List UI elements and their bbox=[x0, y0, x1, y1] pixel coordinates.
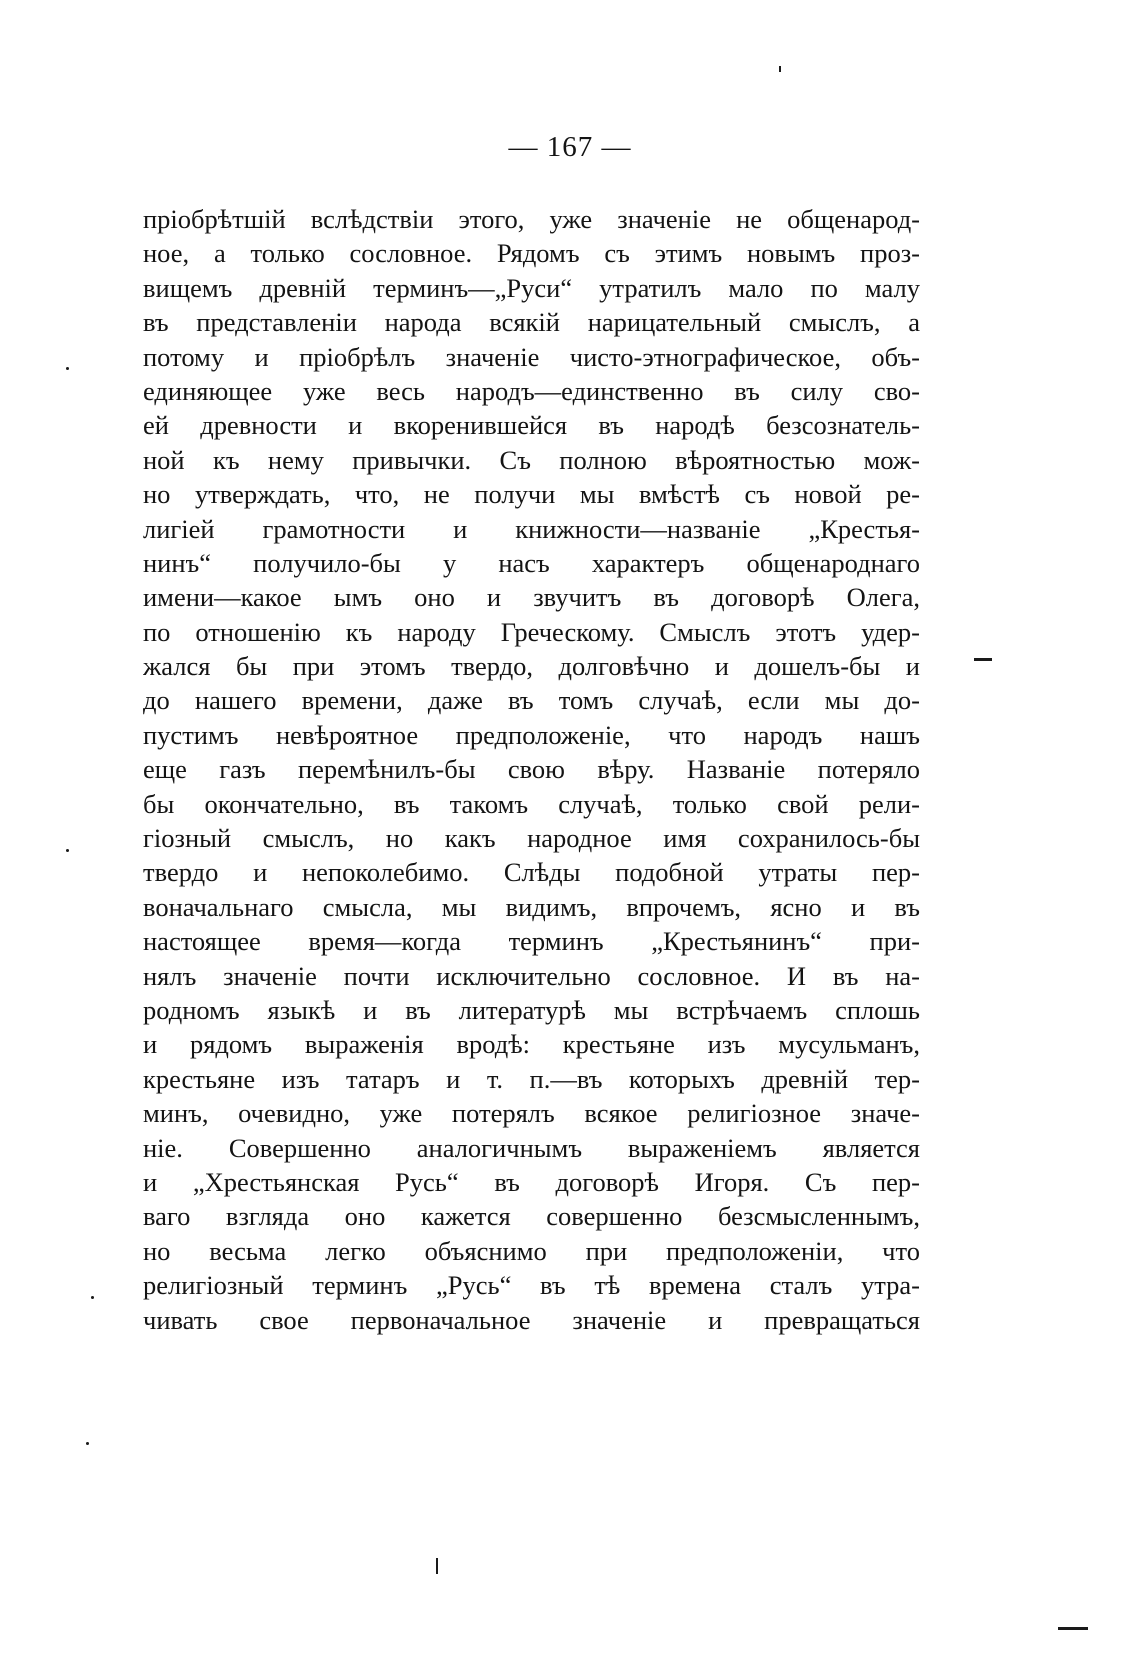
scan-speck bbox=[436, 1558, 438, 1574]
scan-speck bbox=[86, 1442, 89, 1445]
text-line: ей древности и вкоренившейся въ народѣ безсознатель- bbox=[143, 410, 920, 441]
text-line: минъ, очевидно, уже потерялъ всякое религіозное значе- bbox=[143, 1098, 920, 1129]
text-line: до нашего времени, даже въ томъ случаѣ, если мы до- bbox=[143, 685, 920, 716]
text-line: вищемъ древній терминъ—„Руси“ утратилъ мало по малу bbox=[143, 272, 920, 303]
scan-speck bbox=[91, 1296, 94, 1299]
text-line: и „Хрестьянская Русь“ въ договорѣ Игоря. Съ пер- bbox=[143, 1166, 920, 1197]
scan-speck bbox=[66, 367, 69, 370]
text-line: по отношенію къ народу Греческому. Смыслъ этотъ удер- bbox=[143, 616, 920, 647]
text-line: религіозный терминъ „Русь“ въ тѣ времена сталъ утра- bbox=[143, 1270, 920, 1301]
page-number: — 167 — bbox=[508, 131, 632, 163]
text-line: жался бы при этомъ твердо, долговѣчно и дошелъ-бы и bbox=[143, 651, 920, 682]
scan-speck bbox=[779, 66, 781, 72]
text-line: воначальнаго смысла, мы видимъ, впрочемъ, ясно и въ bbox=[143, 891, 920, 922]
text-line: имени—какое ымъ оно и звучитъ въ договорѣ Олега, bbox=[143, 582, 920, 613]
text-line: и рядомъ выраженія вродѣ: крестьяне изъ мусульманъ, bbox=[143, 1029, 920, 1060]
text-line: бы окончательно, въ такомъ случаѣ, только свой рели- bbox=[143, 788, 920, 819]
text-line: гіозный смыслъ, но какъ народное имя сохранилось-бы bbox=[143, 823, 920, 854]
text-line: въ представленіи народа всякій нарицательный смыслъ, а bbox=[143, 307, 920, 338]
text-line: единяющее уже весь народъ—единственно въ силу сво- bbox=[143, 375, 920, 406]
text-line: пріобрѣтшій вслѣдствіи этого, уже значеніе не общенарод- bbox=[143, 204, 920, 234]
scan-speck bbox=[974, 658, 992, 661]
text-line: но утверждать, что, не получи мы вмѣстѣ съ новой ре- bbox=[143, 479, 920, 510]
text-line: нялъ значеніе почти исключительно сословное. И въ на- bbox=[143, 960, 920, 991]
text-line: лигіей грамотности и книжности—названіе „Крестья- bbox=[143, 513, 920, 544]
text-line: чивать свое первоначальное значеніе и превращаться bbox=[143, 1304, 920, 1335]
text-line: потому и пріобрѣлъ значеніе чисто-этнографическое, объ- bbox=[143, 341, 920, 372]
text-line: ной къ нему привычки. Съ полною вѣроятностью мож- bbox=[143, 444, 920, 475]
text-line: но весьма легко объяснимо при предположеніи, что bbox=[143, 1235, 920, 1266]
text-line: нинъ“ получило-бы у насъ характеръ общенароднаго bbox=[143, 547, 920, 578]
text-line: крестьяне изъ татаръ и т. п.—въ которыхъ древній тер- bbox=[143, 1063, 920, 1094]
text-line: родномъ языкѣ и въ литературѣ мы встрѣчаемъ сплошь bbox=[143, 994, 920, 1025]
page-body-text bbox=[143, 202, 920, 1337]
text-line: ное, а только сословное. Рядомъ съ этимъ новымъ проз- bbox=[143, 238, 920, 269]
text-line: пустимъ невѣроятное предположеніе, что народъ нашъ bbox=[143, 719, 920, 750]
text-line: еще газъ перемѣнилъ-бы свою вѣру. Названіе потеряло bbox=[143, 754, 920, 785]
text-line: ваго взгляда оно кажется совершенно безсмысленнымъ, bbox=[143, 1201, 920, 1232]
text-line: настоящее время—когда терминъ „Крестьянинъ“ при- bbox=[143, 926, 920, 957]
scan-speck bbox=[66, 849, 69, 852]
text-line: твердо и непоколебимо. Слѣды подобной утраты пер- bbox=[143, 857, 920, 888]
text-line: ніе. Совершенно аналогичнымъ выраженіемъ является bbox=[143, 1132, 920, 1163]
scan-speck bbox=[1058, 1627, 1088, 1630]
